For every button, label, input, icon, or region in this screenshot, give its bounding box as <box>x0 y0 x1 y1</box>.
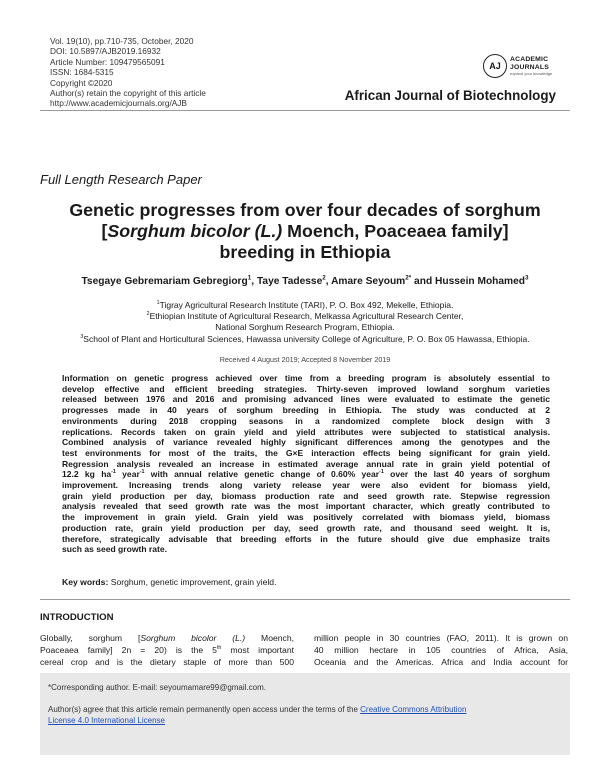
keywords: Key words: Sorghum, genetic improvement, grain yield. <box>62 577 277 587</box>
license-link-cont[interactable]: License 4.0 International License <box>48 716 165 725</box>
header-divider <box>40 110 570 111</box>
affiliation-2: $^2$Ethiopian Institute of Agricultural Research, Melkassa Agricultural Research Center, <box>146 311 464 322</box>
author: Taye Tadesse <box>256 276 323 287</box>
article-metadata <box>50 36 206 109</box>
affiliation-1: $^1$Tigray Agricultural Research Institute (TARI), P. O. Box 492, Mekelle, Ethiopia. <box>156 300 454 310</box>
corresponding-author: *Corresponding author. E-mail: seyoumamare99@gmail.com. <box>48 683 266 692</box>
license-link[interactable]: Creative Commons Attribution <box>360 705 467 714</box>
journal-url[interactable]: http://www.academicjournals.org/AJB <box>50 98 187 109</box>
affiliation-3: $^3$School of Plant and Horticultural Sciences, Hawassa university College of Agriculture, P. O. Box 05 Hawassa, Ethiopia. <box>80 333 530 344</box>
author-list: Tsegaye Gebremariam Gebregiorg$^1$, Taye Tadesse$^2$, Amare Seyoum$^{2*}$ and Hussein Mohamed$^3$ <box>81 274 529 287</box>
rights-statement: Author(s) retain the copyright of this article <box>50 88 206 99</box>
author: Hussein Mohamed <box>435 276 526 287</box>
section-divider <box>40 599 570 600</box>
logo-tagline: expand your knowledge <box>510 71 553 76</box>
species-name: Sorghum bicolor (L.) <box>107 221 283 241</box>
introduction-heading: INTRODUCTION <box>40 612 114 623</box>
affiliations <box>40 300 570 345</box>
introduction-right-column: million people in 30 countries (FAO, 2011). It is grown on 40 million hectare in 105 countries of Africa, Asia, Oceania and the Americas. Africa and India account for <box>314 633 568 668</box>
doi: DOI: 10.5897/AJB2019.16932 <box>50 46 161 57</box>
affiliation-2-cont: National Sorghum Research Program, Ethiopia. <box>215 322 395 333</box>
issn: ISSN: 1684-5315 <box>50 67 114 78</box>
author: Amare Seyoum <box>331 276 406 287</box>
volume-info: Vol. 19(10), pp.710-735, October, 2020 <box>50 36 194 46</box>
copyright: Copyright ©2020 <box>50 77 113 88</box>
article-number: Article Number: 109479565091 <box>50 56 165 67</box>
journal-name: African Journal of Biotechnology <box>344 88 556 103</box>
paper-type: Full Length Research Paper <box>40 172 202 187</box>
license-statement: Author(s) agree that this article remain permanently open access under the terms of the Creative Commons Attribution License 4.0 International License <box>48 705 467 725</box>
keywords-label: Key words: <box>62 577 109 587</box>
paper-title: Genetic progresses from over four decades of sorghum [Sorghum bicolor (L.) Moench, Poaceaea family] breeding in Ethiopia <box>69 200 541 262</box>
aj-logo-icon: AJ <box>483 54 507 78</box>
introduction-left-column: Globally, sorghum [Sorghum bicolor (L.) Moench, Poaceaea family] 2n = 20) is the 5th most important cereal crop and is the dietary staple of more than 500 <box>40 633 294 668</box>
received-dates: Received 4 August 2019; Accepted 8 November 2019 <box>219 355 391 364</box>
logo-wordmark: ACADEMIC JOURNALS <box>510 56 549 71</box>
author: Tsegaye Gebremariam Gebregiorg <box>81 276 248 287</box>
abstract: Information on genetic progress achieved over time from a breeding program is absolutely essential to develop effective and efficient breeding strategies. Thirty-seven improved lowland sorghum varieties released between 1976 and 2016 and promising advanced lines were evaluated to estimate the genetic progresses made in 40 years of sorghum breeding in Ethiopia. The study was conducted at 2 environments during 2018 cropping seasons in a randomized complete block design with 3 replications. Records taken on grain yield and yield attributes were subjected to statistical analysis. Combined analysis of variance revealed highly significant differences among the genotypes and the test environments for most of the traits, the G×E interaction effects being significant for grain yield. Regression analysis revealed an increase in estimated average annual rate in grain yield potential of 12.2 kg $ha^{-1}$ year$^{-1}$ with annual relative genetic change of 0.60% year$^{-1}$ over the last 40 years of sorghum improvement. Increasing trends along variety release year were also evident for biomass yield, grain yield production per day, biomass production rate and seed growth rate. Stepwise regression analysis revealed that seed growth rate was the most important character, which greatly contributed to the improvement in grain yield. Grain yield was positively correlated with biomass yield, biomass production rate, grain yield production per day, seed growth rate, and thousand seed weight. It is, therefore, strategically advisable that breeding efforts in the future should give due emphasize traits such as seed growth rate. <box>62 373 550 555</box>
academic-journals-logo <box>483 54 555 82</box>
